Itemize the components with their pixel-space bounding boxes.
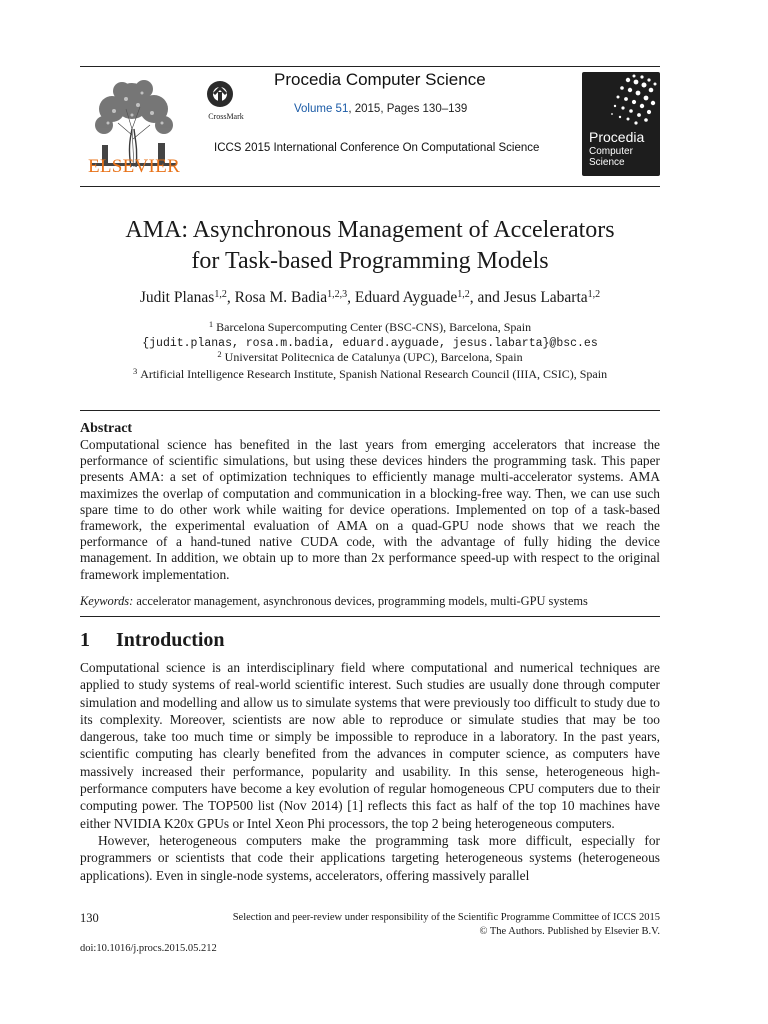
conference-line: ICCS 2015 International Conference On Computational Science — [214, 142, 540, 154]
abstract-bottom-rule — [80, 616, 660, 617]
section-number: 1 — [80, 629, 90, 651]
author-affiliation-mark: 1,2 — [214, 289, 227, 300]
procedia-wordmark: Procedia — [589, 129, 645, 145]
paragraph: However, heterogeneous computers make the programming task more difficult, especially for programmers or scientists that code their applications targeting heterogeneous systems (heterogeneous applications). Even in single-node systems, accelerators, offering massively parallel — [80, 832, 660, 883]
author-name: Judit Planas — [139, 289, 215, 306]
author-emails[interactable]: {judit.planas, rosa.m.badia, eduard.ayguade, jesus.labarta}@bsc.es — [142, 337, 598, 350]
elsevier-wordmark: ELSEVIER — [87, 156, 181, 177]
abstract-text: Computational science has benefited in the last years from emerging accelerators that increase the performance of scientific simulations, but using these devices hinders the programming task. This paper presents AMA: a set of optimization techniques to efficiently manage multi-accelerator systems. AMA maximizes the overlap of computation and communication in a blocking-free way. Then, we can use such spare time to do other work while waiting for device operations. Implemented on top of a task-based framework, the experimental evaluation of AMA on a quad-GPU node shows that we reach the performance of a hand-tuned native CUDA code, with the advantage of fully hiding the device management. In addition, we obtain up to more than 2x performance speed-up with respect to the original framework implementation. — [80, 437, 660, 582]
page-number: 130 — [80, 911, 99, 925]
author-affiliation-mark: 1,2,3 — [327, 289, 348, 300]
section-title: Introduction — [116, 629, 225, 651]
author-name: Rosa M. Badia — [234, 289, 328, 306]
author-name: Eduard Ayguade — [354, 289, 458, 306]
author-name: Jesus Labarta — [503, 289, 588, 306]
affiliation-3: $^3$ Artificial Intelligence Research Institute, Spanish National Research Council (IIIA, CSIC), Spain — [132, 366, 608, 381]
volume-line — [294, 103, 467, 115]
journal-title: Procedia Computer Science — [274, 70, 486, 89]
paragraph: Computational science is an interdisciplinary field where computational and numerical techniques are applied to study systems of real-world scientific interest. Such studies are usually done through computer simulation and modelling and allow us to simulate systems that were previously too difficult to study due to its complexity. Moreover, scientists are now able to reproduce or simulate studies that may be too dangerous, take too much time or simply be impossible to reproduce in a laboratory. In the past years, scientific computing has clearly benefited from the advances in computer science, as computers have massively increased their performance, popularity and usability. In this sense, heterogeneous high-performance computers have become a key evolution of regular homogeneous CPU computers due to their computing power. The TOP500 list (Nov 2014) [1] reflects this fact as half of the top 10 machines have either NVIDIA K20x GPUs or Intel Xeon Phi processors, the top 2 being heterogeneous computers. — [80, 660, 660, 831]
abstract-heading: Abstract — [80, 421, 133, 436]
author-affiliation-mark: 1,2 — [587, 289, 601, 300]
volume-link[interactable]: Volume 51 — [294, 103, 349, 115]
procedia-dots-icon — [582, 72, 660, 132]
header-bottom-rule — [80, 186, 660, 187]
affiliation-2: $^2$ Universitat Politecnica de Catalunya (UPC), Barcelona, Spain — [217, 349, 523, 364]
procedia-logo — [582, 72, 660, 176]
section-body — [80, 659, 660, 884]
section-heading — [80, 629, 225, 652]
crossmark-label: CrossMark — [208, 112, 244, 121]
keywords-label: Keywords: — [80, 594, 134, 608]
keywords-list: accelerator management, asynchronous devices, programming models, multi-GPU systems — [136, 594, 588, 608]
abstract-top-rule — [80, 410, 660, 411]
procedia-subtitle: Computer Science — [589, 146, 633, 168]
footer-notice: Selection and peer-review under responsibility of the Scientific Programme Committee of ICCS 2015 © The Authors. Published by Elsevier B.V. — [232, 912, 660, 937]
keywords — [80, 594, 660, 609]
affiliation-1: $^1$ Barcelona Supercomputing Center (BSC-CNS), Barcelona, Spain — [208, 319, 532, 334]
author-list: Judit Planas$^{1,2}$, Rosa M. Badia$^{1,2,3}$, Eduard Ayguade$^{1,2}$, and Jesus Labarta$^{1,2}$ — [139, 289, 601, 306]
author-affiliation-mark: 1,2 — [457, 289, 470, 300]
doi[interactable]: doi:10.1016/j.procs.2015.05.212 — [80, 943, 217, 954]
header-rule — [80, 66, 660, 67]
paper-title-line-1: AMA: Asynchronous Management of Accelerators — [125, 217, 615, 243]
paper-title-line-2: for Task-based Programming Models — [191, 248, 549, 274]
volume-pages: , 2015, Pages 130–139 — [348, 103, 468, 115]
